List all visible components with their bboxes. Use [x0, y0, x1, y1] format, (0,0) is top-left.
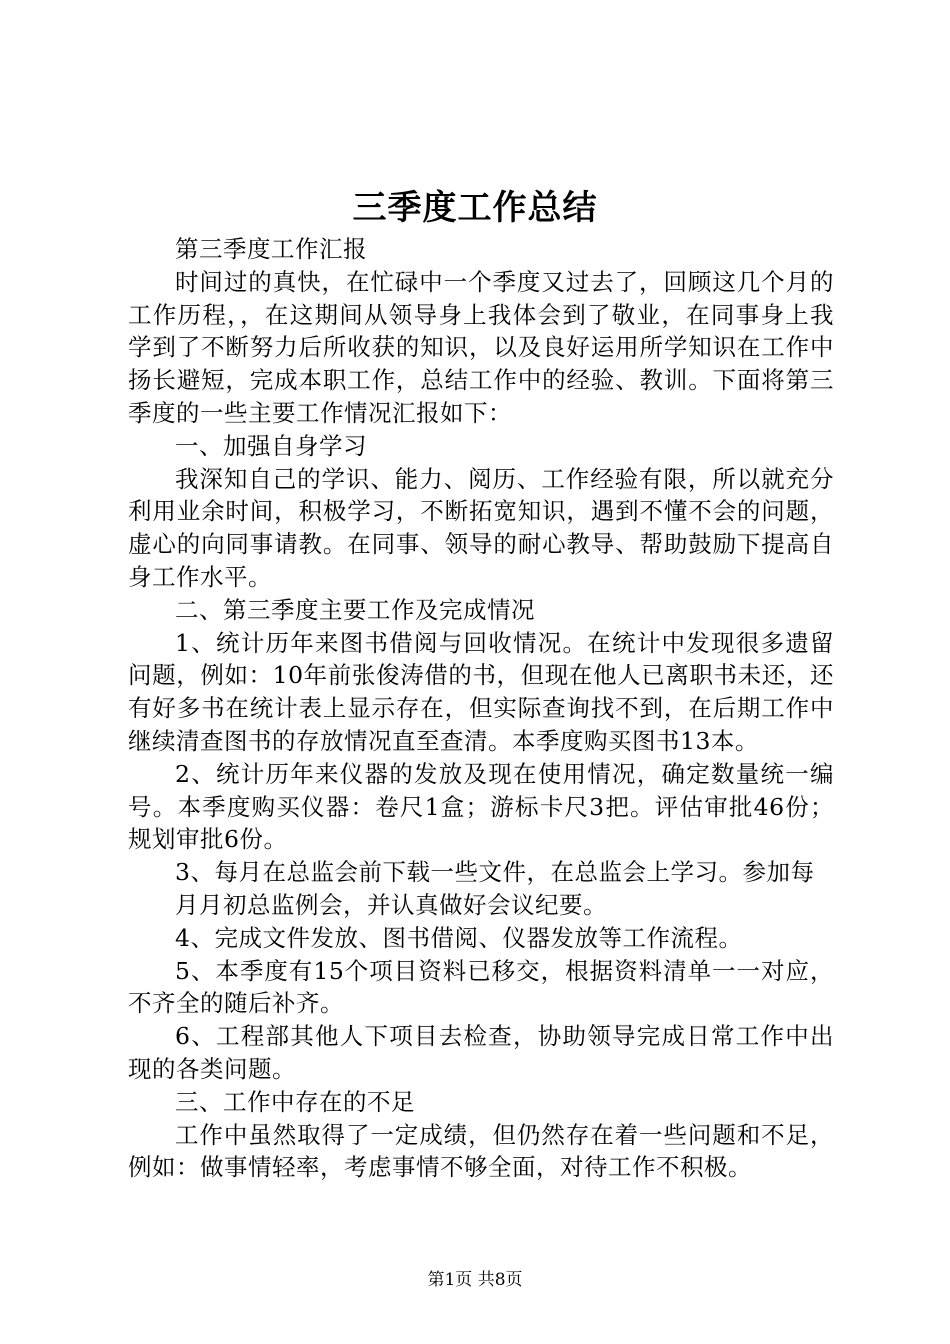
- paragraph-item-3a: 3、每月在总监会前下载一些文件，在总监会上学习。参加每: [175, 858, 815, 887]
- paragraph-item-1: 1、统计历年来图书借阅与回收情况。在统计中发现很多遗留问题，例如：10年前张俊涛借的书，但现在他人已离职书未还，还有好多书在统计表上显示存在，但实际查询找不到，在后期工作中继续清查图书的存放情况直至查清。本季度购买图书13本。: [128, 628, 834, 755]
- paragraph-item-2: 2、统计历年来仪器的发放及现在使用情况，确定数量统一编号。本季度购买仪器：卷尺1盒；游标卡尺3把。评估审批46份；规划审批6份。: [128, 759, 834, 854]
- document-body: [128, 233, 834, 1184]
- paragraph-intro: 时间过的真快，在忙碌中一个季度又过去了，回顾这几个月的工作历程，，在这期间从领导身上我体会到了敬业，在同事身上我学到了不断努力后所收获的知识，以及良好运用所学知识在工作中扬长避短，完成本职工作，总结工作中的经验、教训。下面将第三季度的一些主要工作情况汇报如下：: [128, 267, 834, 427]
- paragraph-item-3b: 月月初总监例会，并认真做好会议纪要。: [175, 890, 607, 919]
- paragraph-section-3: 工作中虽然取得了一定成绩，但仍然存在着一些问题和不足，例如：做事情轻率，考虑事情不够全面，对待工作不积极。: [128, 1120, 834, 1182]
- paragraph-item-5: 5、本季度有15个项目资料已移交，根据资料清单一一对应，不齐全的随后补齐。: [128, 956, 834, 1018]
- paragraph-section-1: 我深知自己的学识、能力、阅历、工作经验有限，所以就充分利用业余时间，积极学习，不断拓宽知识，遇到不懂不会的问题，虚心的向同事请教。在同事、领导的耐心教导、帮助鼓励下提高自身工作水平。: [128, 464, 834, 591]
- paragraph-item-4: 4、完成文件发放、图书借阅、仪器发放等工作流程。: [175, 923, 743, 952]
- section-heading-1: 一、加强自身学习: [175, 431, 367, 460]
- page-footer: 第1页 共8页: [427, 1270, 523, 1290]
- section-heading-2: 二、第三季度主要工作及完成情况: [175, 595, 535, 624]
- page-title: 三季度工作总结: [352, 188, 598, 228]
- section-heading-3: 三、工作中存在的不足: [175, 1087, 415, 1116]
- paragraph-heading-report: 第三季度工作汇报: [175, 235, 367, 263]
- paragraph-item-6: 6、工程部其他人下项目去检查，协助领导完成日常工作中出现的各类问题。: [128, 1022, 834, 1083]
